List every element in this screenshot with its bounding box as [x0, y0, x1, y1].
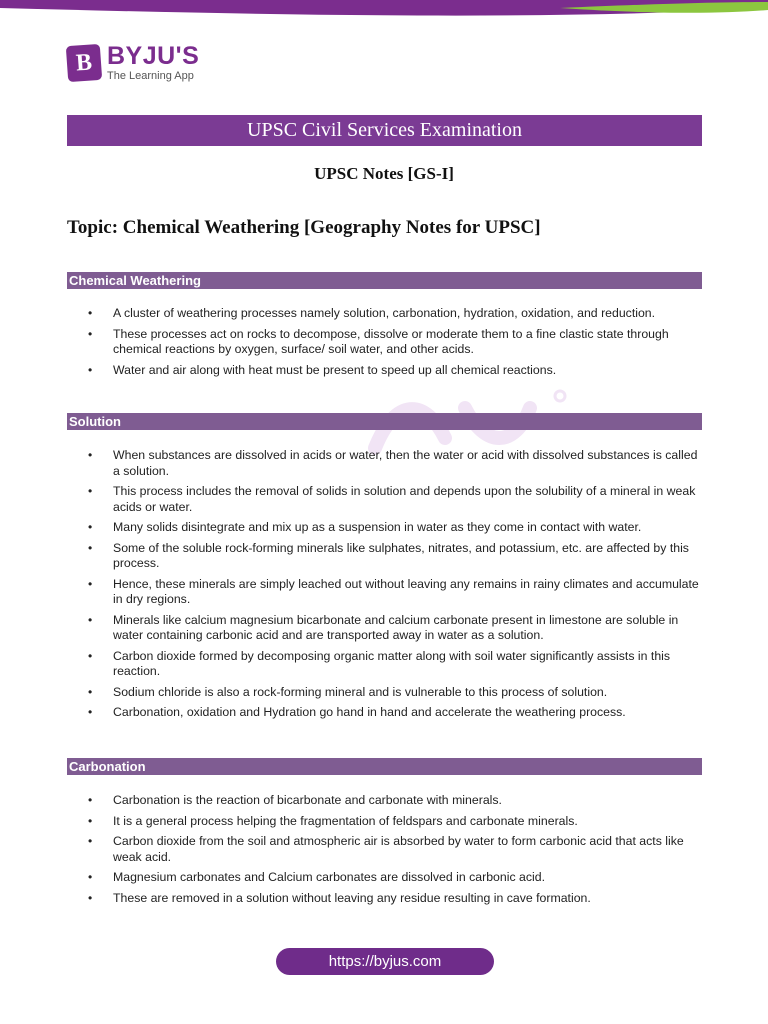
list-item: • Carbonation is the reaction of bicarbonate and carbonate with minerals.: [88, 793, 700, 809]
list-item: • It is a general process helping the fragmentation of feldspars and carbonate minerals.: [88, 814, 700, 830]
header-wave-decoration: [0, 0, 768, 24]
section-heading-chemical-weathering: Chemical Weathering: [67, 272, 702, 289]
list-item: • Minerals like calcium magnesium bicarbonate and calcium carbonate present in limestone are soluble in water containing carbonic acid and are transported away in water as a solution.: [88, 613, 700, 644]
list-item: • Many solids disintegrate and mix up as a suspension in water as they come in contact with water.: [88, 520, 700, 536]
logo-wordmark: [107, 44, 199, 82]
list-item: • When substances are dissolved in acids or water, then the water or acid with dissolved substances is called a solution.: [88, 448, 700, 479]
list-item: • Carbon dioxide formed by decomposing organic matter along with soil water significantly assists in this reaction.: [88, 649, 700, 680]
list-item: • Magnesium carbonates and Calcium carbonates are dissolved in carbonic acid.: [88, 870, 700, 886]
chemical-weathering-list: [88, 306, 700, 383]
logo-badge: B: [66, 44, 102, 82]
document-title: UPSC Civil Services Examination: [67, 115, 702, 146]
list-item: • Some of the soluble rock-forming minerals like sulphates, nitrates, and potassium, etc. are affected by this process.: [88, 541, 700, 572]
logo-name: BYJU'S: [107, 42, 200, 70]
byjus-logo: [67, 44, 199, 82]
footer-website-link[interactable]: https://byjus.com: [276, 948, 494, 975]
logo-tagline: The Learning App: [107, 70, 194, 82]
section-heading-carbonation: Carbonation: [67, 758, 702, 775]
list-item: • Water and air along with heat must be present to speed up all chemical reactions.: [88, 363, 700, 379]
list-item: • A cluster of weathering processes namely solution, carbonation, hydration, oxidation, and reduction.: [88, 306, 700, 322]
list-item: • Carbonation, oxidation and Hydration go hand in hand and accelerate the weathering process.: [88, 705, 700, 721]
list-item: • Sodium chloride is also a rock-forming mineral and is vulnerable to this process of solution.: [88, 685, 700, 701]
section-heading-solution: Solution: [67, 413, 702, 430]
list-item: • Carbon dioxide from the soil and atmospheric air is absorbed by water to form carbonic acid that acts like weak acid.: [88, 834, 700, 865]
list-item: • Hence, these minerals are simply leached out without leaving any remains in rainy climates and accumulate in dry regions.: [88, 577, 700, 608]
solution-list: [88, 448, 700, 726]
list-item: • These are removed in a solution without leaving any residue resulting in cave formation.: [88, 891, 700, 907]
topic-heading: Topic: Chemical Weathering [Geography Notes for UPSC]: [67, 217, 541, 238]
list-item: • These processes act on rocks to decompose, dissolve or moderate them to a fine clastic state through chemical reactions by oxygen, surface/ soil water, and other acids.: [88, 327, 700, 358]
document-subtitle: UPSC Notes [GS-I]: [314, 164, 454, 183]
carbonation-list: [88, 793, 700, 911]
list-item: • This process includes the removal of solids in solution and depends upon the solubility of a mineral in weak acids or water.: [88, 484, 700, 515]
